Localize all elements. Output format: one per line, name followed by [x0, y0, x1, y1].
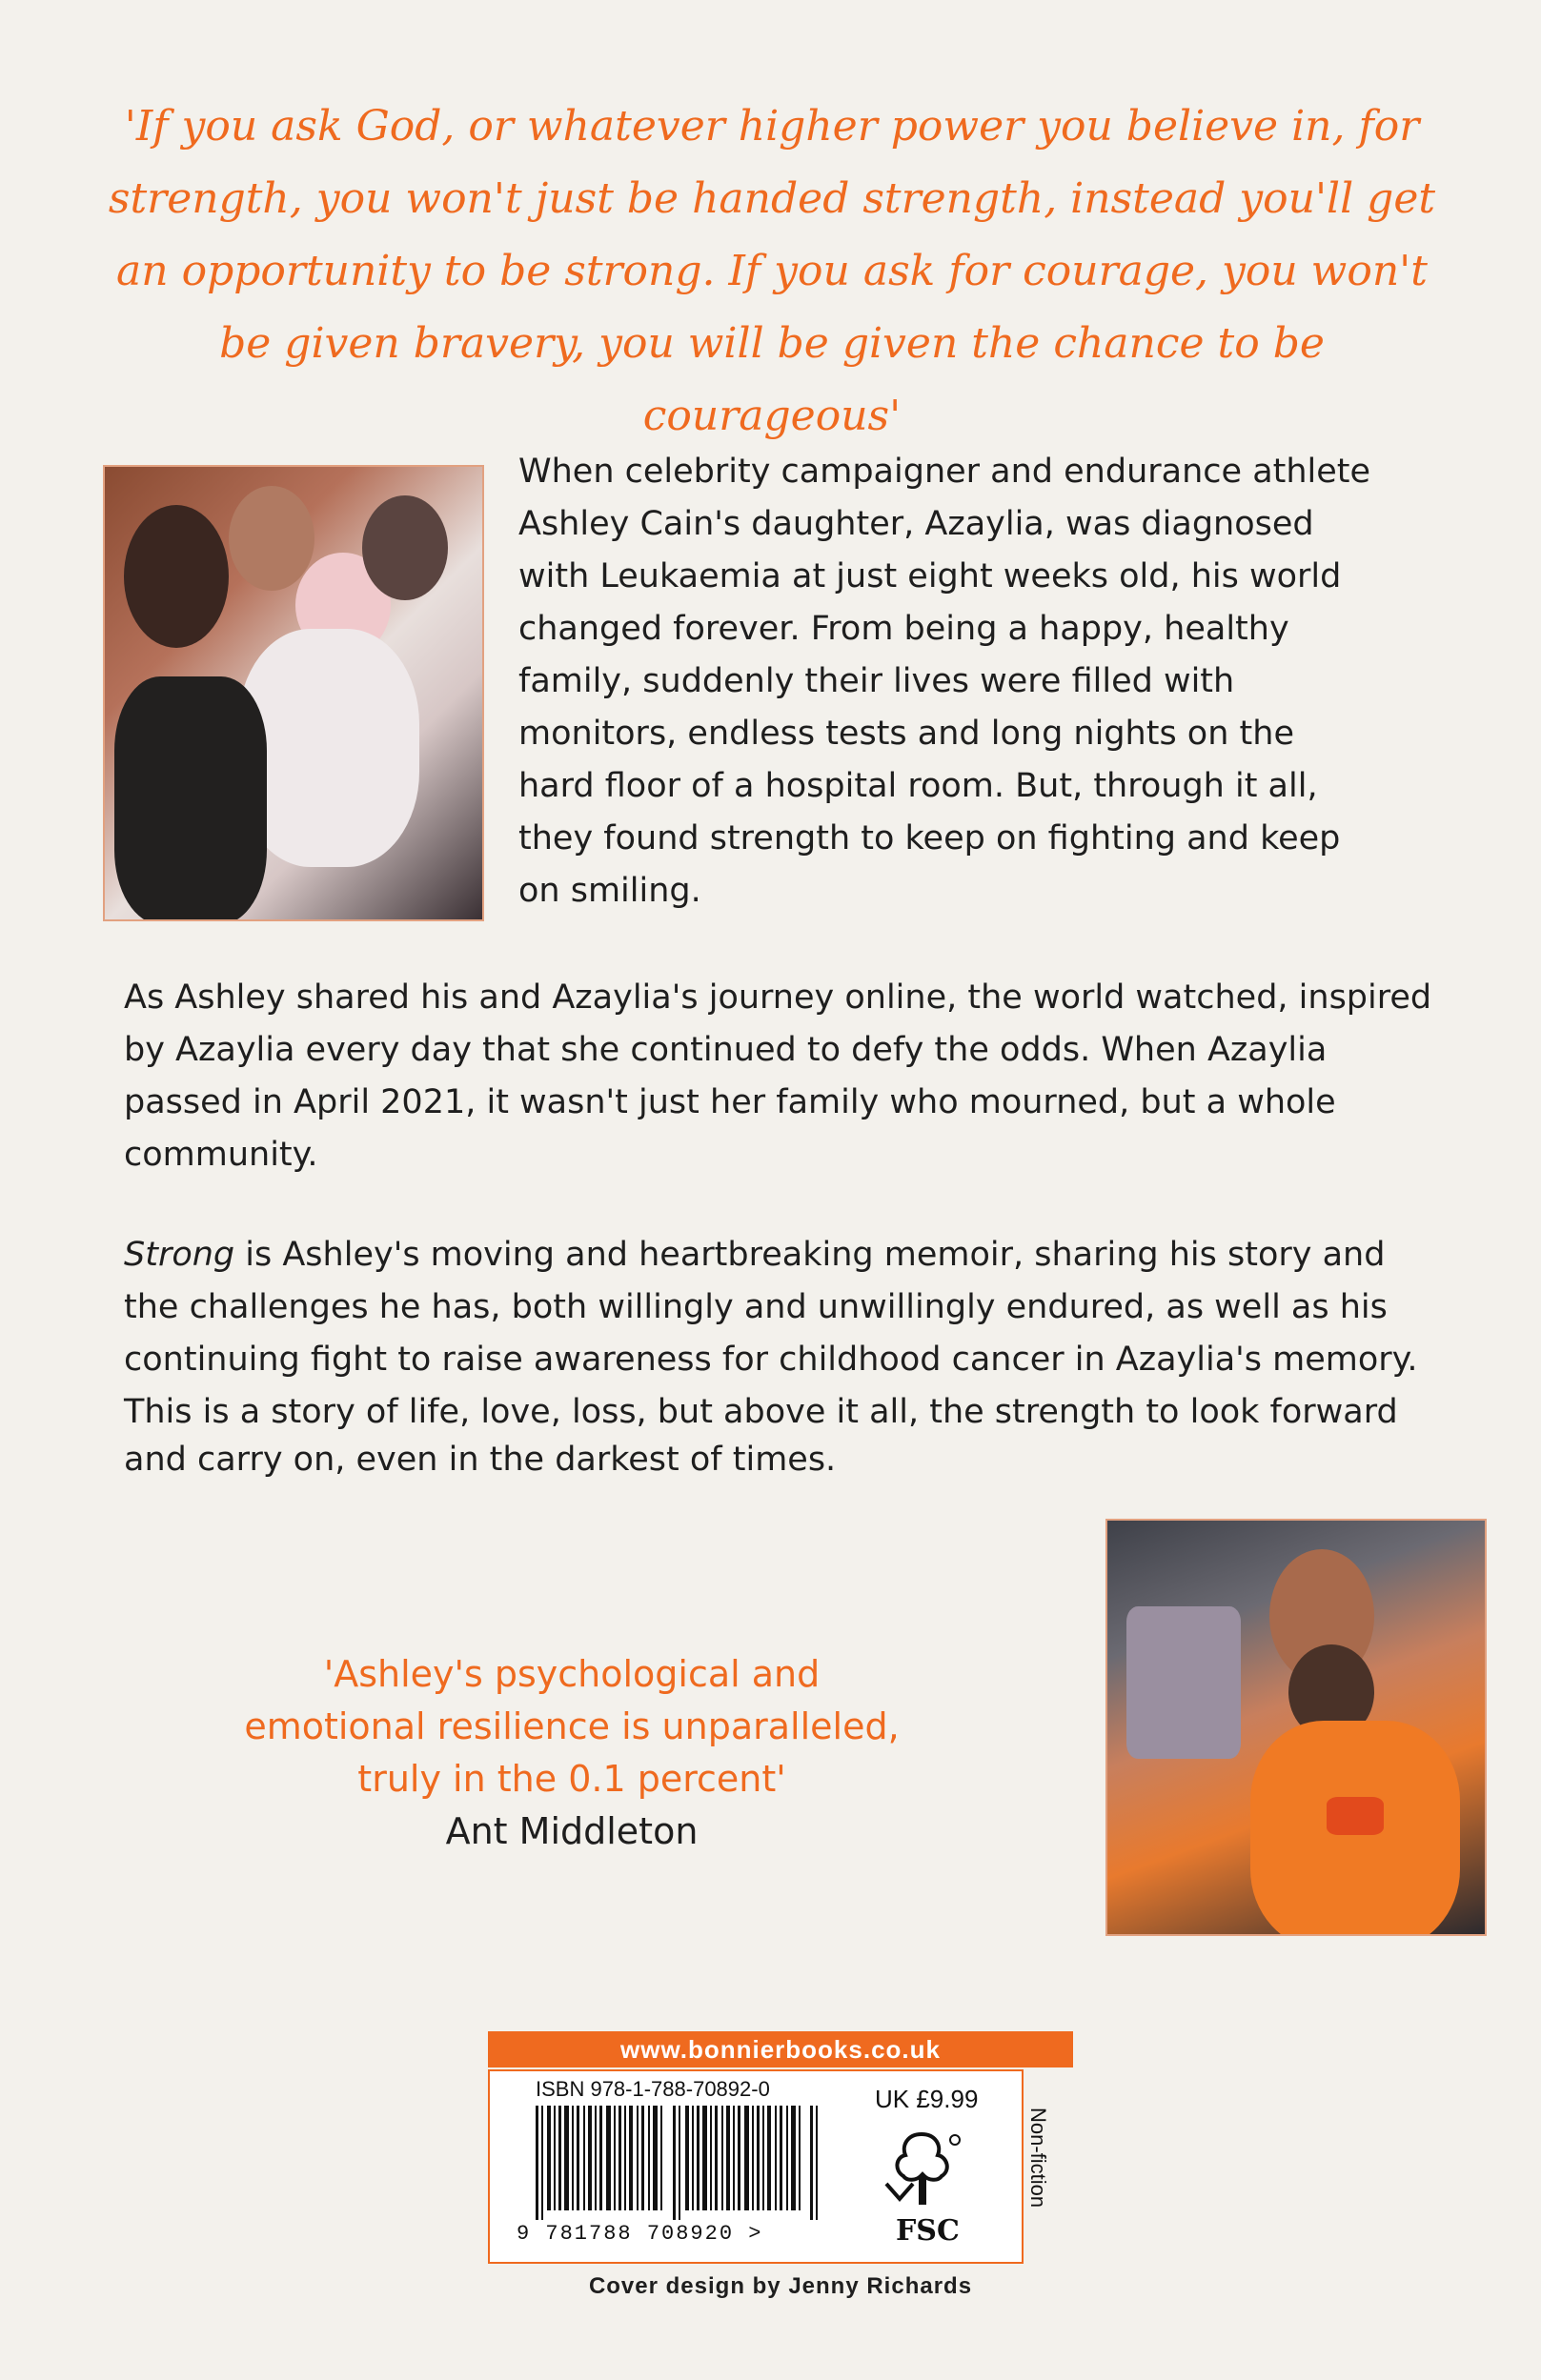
price: UK £9.99 [875, 2085, 979, 2113]
endorsement-line-2: emotional resilience is unparalleled, [244, 1705, 900, 1747]
blurb-paragraph-3 [124, 1229, 1439, 1439]
book-title: Strong [124, 1236, 235, 1274]
category-text: Non-fiction [1026, 2108, 1050, 2209]
blurb-paragraph-1: When celebrity campaigner and endurance athlete Ashley Cain's daughter, Azaylia, was diagnosed with Leukaemia at just eight weeks old, his world changed forever. From being a happy, healthy family, suddenly their lives were filled with monitors, endless tests and long nights on the hard floor of a hospital room. But, through it all, they found strength to keep on fighting and keep on smiling. [518, 453, 1371, 910]
pull-quote: 'If you ask God, or whatever higher power you believe in, for strength, you won't just be handed strength, instead you'll get an opportunity to be strong. If you ask for courage, you won't be given bravery, you will be given the chance to be courageous' [108, 102, 1436, 440]
blurb-paragraph-3-text: is Ashley's moving and heartbreaking memoir, sharing his story and the challenges he has, both willingly and unwillingly endured, as well as his continuing fight to raise awareness for childhood cancer in Azaylia's memory. This is a story of life, love, loss, but above it all, the strength to look forward [124, 1236, 1418, 1431]
barcode-panel [488, 2069, 1024, 2264]
fsc-label: FSC [896, 2214, 960, 2248]
blurb-paragraph-4: and carry on, even in the darkest of times. [124, 1441, 837, 1479]
photo-ashley-running [1105, 1519, 1487, 1936]
endorsement [143, 1648, 1001, 1858]
barcode-icon [536, 2106, 821, 2220]
fsc-tree-logo-icon [879, 2127, 964, 2212]
publisher-url: www.bonnierbooks.co.uk [488, 2031, 1073, 2067]
endorsement-line-1: 'Ashley's psychological and [323, 1653, 821, 1695]
category-label [1022, 2108, 1060, 2241]
isbn-text: ISBN 978-1-788-70892-0 [536, 2077, 770, 2101]
photo-ashley-with-azaylia [103, 465, 484, 921]
endorsement-author: Ant Middleton [445, 1810, 699, 1852]
cover-credit: Cover design by Jenny Richards [588, 2273, 973, 2299]
blurb-paragraph-2: As Ashley shared his and Azaylia's journey online, the world watched, inspired by Azaylia every day that she continued to defy the odds. When Azaylia passed in April 2021, it wasn't just her family who mourned, but a whole community. [124, 978, 1432, 1174]
endorsement-line-3: truly in the 0.1 percent' [357, 1758, 786, 1800]
barcode-digits: 9 781788 708920 > [517, 2222, 763, 2246]
